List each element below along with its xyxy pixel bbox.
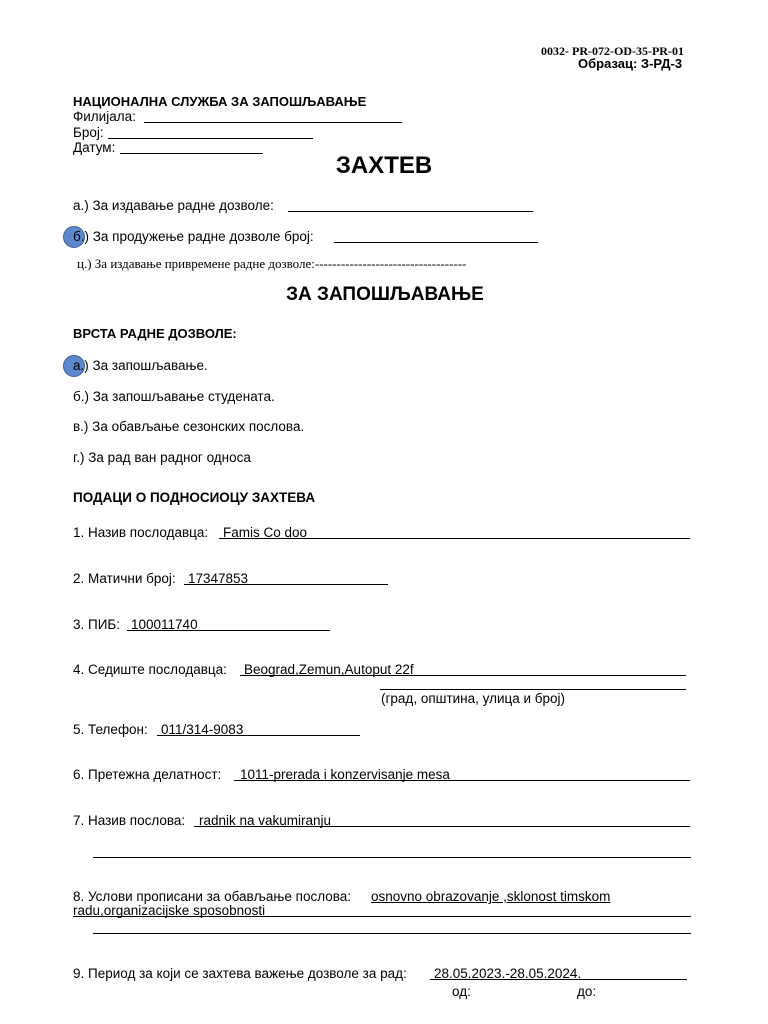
job-label: 7. Назив послова:	[73, 813, 186, 828]
conditions-field-extra[interactable]	[93, 933, 691, 934]
seat-value: Beograd,Zemun,Autoput 22f	[244, 662, 414, 677]
seat-hint: (град, општина, улица и број)	[381, 691, 566, 706]
permit-type-heading: ВРСТА РАДНЕ ДОЗВОЛЕ:	[73, 326, 237, 341]
reg-number-label: 2. Матични број:	[73, 571, 176, 586]
job-field-extra[interactable]	[93, 857, 691, 858]
page-title: ЗАХТЕВ	[335, 152, 433, 179]
period-from-label: од:	[452, 984, 471, 999]
pib-label: 3. ПИБ:	[73, 617, 121, 632]
seat-field-extra[interactable]	[380, 689, 686, 690]
permit-type-c: в.) За обављање сезонских послова.	[73, 419, 305, 434]
permit-type-b: б.) За запошљавање студената.	[73, 389, 275, 404]
branch-label: Филијала:	[73, 109, 136, 124]
pib-value: 100011740	[131, 617, 198, 632]
conditions-value-line-2: radu,organizacijske sposobnosti	[73, 903, 266, 918]
permit-type-d: г.) За рад ван радног односа	[73, 450, 251, 465]
request-option-b-field[interactable]	[334, 242, 538, 243]
request-option-b: б.) За продужење радне дозволе број:	[73, 229, 314, 244]
branch-field[interactable]	[144, 122, 402, 123]
number-label: Број:	[73, 125, 104, 140]
phone-value: 011/314-9083	[161, 722, 244, 737]
applicant-heading: ПОДАЦИ О ПОДНОСИОЦУ ЗАХТЕВА	[73, 490, 316, 505]
employer-name-label: 1. Назив послодавца:	[73, 525, 209, 540]
period-label: 9. Период за који се захтева важење дозволе за рад:	[73, 966, 407, 981]
reg-number-value: 17347853	[188, 571, 249, 586]
request-option-a: а.) За издавање радне дозволе:	[73, 198, 274, 213]
activity-label: 6. Претежна делатност:	[73, 767, 222, 782]
period-value: 28.05.2023.-28.05.2024.	[434, 966, 582, 981]
job-value: radnik na vakumiranju	[199, 813, 332, 828]
request-option-a-field[interactable]	[288, 211, 533, 212]
activity-value: 1011-prerada i konzervisanje mesa	[240, 767, 450, 782]
agency-name: НАЦИОНАЛНА СЛУЖБА ЗА ЗАПОШЉАВАЊЕ	[73, 94, 367, 109]
page-subtitle: ЗА ЗАПОШЉАВАЊЕ	[286, 284, 484, 305]
date-label: Датум:	[73, 140, 116, 155]
period-to-label: до:	[577, 984, 597, 999]
request-option-c: ц.) За издавање привремене радне дозволе:-----------------------------------	[77, 256, 467, 271]
phone-label: 5. Телефон:	[73, 722, 148, 737]
conditions-value-line-1: osnovno obrazovanje ,sklonost timskom	[371, 889, 611, 904]
permit-type-a: а.) За запошљавање.	[73, 358, 208, 373]
form-code: 0032- PR-072-OD-35-PR-01	[541, 44, 684, 58]
form-label: Образац: З-РД-3	[578, 56, 683, 71]
conditions-label: 8. Услови прописани за обављање послова:	[73, 889, 352, 904]
number-field[interactable]	[108, 138, 313, 139]
employer-name-value: Famis Co doo	[223, 525, 308, 540]
seat-label: 4. Седиште послодавца:	[73, 662, 227, 677]
